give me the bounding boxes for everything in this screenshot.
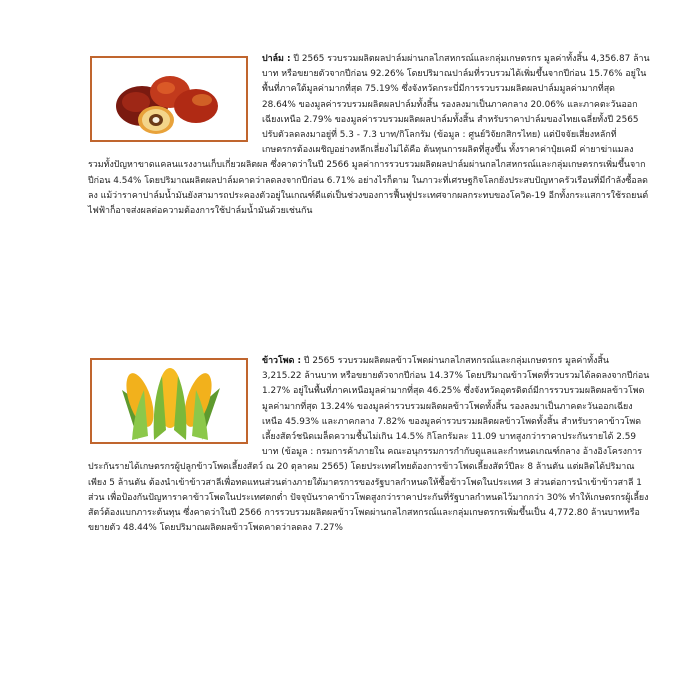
palm-fruit-image — [90, 56, 248, 142]
palm-article — [88, 52, 650, 219]
corn-article — [88, 354, 650, 536]
corn-title: ข้าวโพด : — [262, 356, 302, 366]
palm-body: ปี 2565 รวบรวมผลิตผลปาล์มผ่านกลไกสหกรณ์และกลุ่มเกษตรกร มูลค่าทั้งสิ้น 4,356.87 ล้านบาท หรือขยายตัวจากปีก่อน 92.26% โดยปริมาณปาล์มที่รวบรวมได้เพิ่มขึ้นจากปีก่อน 15.76% อยู่ในพื้นที่ภาคใต้มูลค่ามากที่สุด 75.19% ซึ่งจังหวัดกระบี่มีการรวบรวมผลิตผลปาล์มมูลค่ามากที่สุด 28.64% ของมูลค่ารวบรวมผลิตผลปาล์มทั้งสิ้น รองลงมาเป็นภาคกลาง 20.06% และภาคตะวันออกเฉียงเหนือ 2.79% ของมูลค่ารวบรวมผลิตผลปาล์มทั้งสิ้น สำหรับราคาปาล์มของไทยเฉลี่ยทั้งปี 2565 ปรับตัวลดลงมาอยู่ที่ 5.3 - 7.3 บาท/กิโลกรัม (ข้อมูล : ศูนย์วิจัยกสิกรไทย) แต่ปัจจัยเสี่ยงหลักที่เกษตรกรต้องเผชิญอย่างหลีกเลี่ยงไม่ได้คือ ต้นทุนการผลิตที่สูงขึ้น ทั้งราคาค่าปุ๋ยเคมี ค่ายาฆ่าแมลง รวมทั้งปัญหาขาดแคลนแรงงานเก็บเกี่ยวผลิตผล ซึ่งคาดว่าในปี 2566 มูลค่าการรวบรวมผลิตผลปาล์มผ่านกลไกสหกรณ์และกลุ่มเกษตรกรเพิ่มขึ้นจากปีก่อน 4.54% โดยปริมาณผลิตผลปาล์มคาดว่าลดลงจากปีก่อน 6.71% อย่างไรก็ตาม ในภาวะที่เศรษฐกิจโลกยังประสบปัญหาครัวเรือนที่มีกำลังซื้อลดลง แม้ว่าราคาปาล์มน้ำมันยังสามารถประคองตัวอยู่ในเกณฑ์ดีแต่เป็นช่วงของการฟื้นฟูประเทศจากผลกระทบของโควิด-19 อีกทั้งกระแสการใช้รถยนต์ไฟฟ้าก็อาจส่งผลต่อความต้องการใช้ปาล์มน้ำมันด้วยเช่นกัน — [88, 54, 650, 217]
palm-fruit-icon — [92, 58, 246, 140]
palm-title: ปาล์ม : — [262, 54, 291, 64]
corn-icon — [92, 360, 246, 442]
corn-image — [90, 358, 248, 444]
corn-body: ปี 2565 รวบรวมผลิตผลข้าวโพดผ่านกลไกสหกรณ์และกลุ่มเกษตรกร มูลค่าทั้งสิ้น 3,215.22 ล้านบาท หรือขยายตัวจากปีก่อน 14.37% โดยปริมาณข้าวโพดที่รวบรวมได้ลดลงจากปีก่อน 1.27% อยู่ในพื้นที่ภาคเหนือมูลค่ามากที่สุด 46.25% ซึ่งจังหวัดอุตรดิตถ์มีการรวบรวมผลิตผลข้าวโพดมูลค่ามากที่สุด 13.24% ของมูลค่ารวบรวมผลิตผลข้าวโพดทั้งสิ้น รองลงมาเป็นภาคตะวันออกเฉียงเหนือ 45.93% และภาคกลาง 7.82% ของมูลค่ารวบรวมผลิตผลข้าวโพดทั้งสิ้น สำหรับราคาข้าวโพดเลี้ยงสัตว์ชนิดเมล็ดความชื้นไม่เกิน 14.5% กิโลกรัมละ 11.09 บาทสูงกว่าราคาประกันรายได้ 2.59 บาท (ข้อมูล : กรมการค้าภายใน คณะอนุกรรมการกำกับดูแลและกำหนดเกณฑ์กลาง อ้างอิงโครงการประกันรายได้เกษตรกรผู้ปลูกข้าวโพดเลี้ยงสัตว์ ณ 20 ตุลาคม 2565) โดยประเทศไทยต้องการข้าวโพดเลี้ยงสัตว์ปีละ 8 ล้านตัน แต่ผลิตได้ปริมาณเพียง 5 ล้านตัน ต้องนำเข้าข้าวสาลีเพื่อทดแทนส่วนต่างภายใต้มาตรการของรัฐบาลกำหนดให้ซื้อข้าวโพดในประเทศ 3 ส่วนต่อการนำเข้าข้าวสาลี 1 ส่วน เพื่อป้องกันปัญหาราคาข้าวโพดในประเทศตกต่ำ ปัจจุบันราคาข้าวโพดสูงกว่าราคาประกันที่รัฐบาลกำหนดไว้มากกว่า 30% ทำให้เกษตรกรผู้เลี้ยงสัตว์ต้องแบกภาระต้นทุน ซึ่งคาดว่าในปี 2566 การรวบรวมผลิตผลข้าวโพดผ่านกลไกสหกรณ์และกลุ่มเกษตรกรเพิ่มขึ้นเป็น 4,772.80 ล้านบาทหรือขยายตัว 48.44% โดยปริมาณผลิตผลข้าวโพดคาดว่าลดลง 7.27% — [88, 356, 650, 534]
